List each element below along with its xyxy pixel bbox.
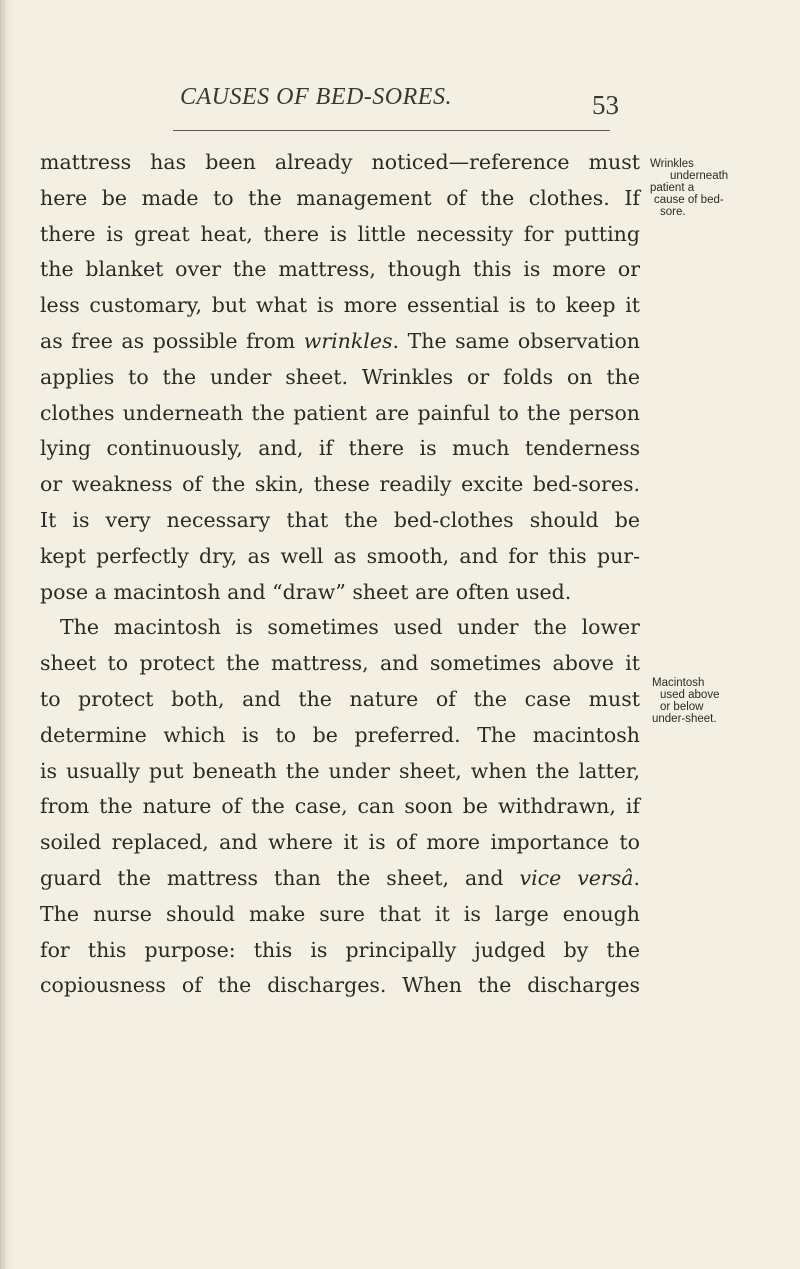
- text-segment: .: [633, 865, 640, 890]
- text-line: [40, 861, 640, 897]
- text-line: the blanket over the mattress, though this is more or: [40, 257, 640, 282]
- text-line: pose a macintosh and “draw” sheet are often used.: [40, 579, 572, 604]
- text-line: [40, 324, 640, 360]
- text-line: mattress has been already noticed—reference must: [40, 150, 640, 174]
- italic-phrase: vice versâ: [519, 865, 634, 890]
- body-text: [40, 145, 640, 1004]
- text-line: from the nature of the case, can soon be withdrawn, if: [40, 794, 640, 819]
- text-line: there is great heat, there is little necessity for putting: [40, 221, 640, 246]
- text-line: lying continuously, and, if there is much tenderness: [40, 436, 640, 461]
- margin-note-line: sore.: [660, 206, 686, 218]
- text-line: determine which is to be preferred. The macintosh: [40, 722, 640, 747]
- chapter-title: CAUSES OF BED-SORES.: [180, 84, 452, 110]
- margin-note-line: Macintosh: [652, 677, 705, 689]
- text-line: is usually put beneath the under sheet, when the latter,: [40, 758, 640, 783]
- margin-note-line: or below: [660, 701, 704, 713]
- margin-note-line: used above: [660, 689, 720, 701]
- header-rule: [173, 130, 610, 131]
- text-line: here be made to the management of the clothes. If: [40, 185, 640, 210]
- margin-note-line: Wrinkles: [650, 158, 694, 170]
- text-line: or weakness of the skin, these readily excite bed-sores.: [40, 472, 640, 497]
- running-head: [180, 84, 620, 120]
- text-line: clothes underneath the patient are painful to the person: [40, 400, 640, 425]
- page-binding-edge: [0, 0, 14, 1269]
- text-line: It is very necessary that the bed-clothes should be: [40, 507, 640, 532]
- text-segment: as free as possible from: [40, 328, 296, 353]
- text-line: soiled replaced, and where it is of more importance to: [40, 830, 640, 855]
- margin-note-line: cause of bed-: [654, 194, 724, 206]
- text-line: copiousness of the discharges. When the discharges: [40, 973, 640, 998]
- margin-note-wrinkles: [650, 158, 800, 218]
- text-line: sheet to protect the mattress, and sometimes above it: [40, 651, 640, 676]
- text-line: kept perfectly dry, as well as smooth, and for this pur-: [40, 543, 640, 568]
- text-line: The macintosh is sometimes used under the lower: [60, 615, 640, 640]
- text-line: less customary, but what is more essential is to keep it: [40, 293, 640, 318]
- text-segment: . The same observation: [392, 328, 640, 353]
- page-number: 53: [592, 90, 619, 120]
- text-line: for this purpose: this is principally judged by the: [40, 937, 640, 962]
- margin-note-line: under-sheet.: [652, 713, 717, 725]
- margin-note-macintosh: [650, 677, 800, 725]
- text-line: to protect both, and the nature of the case must: [40, 686, 640, 711]
- text-line: The nurse should make sure that it is large enough: [40, 901, 640, 926]
- italic-word: wrinkles: [303, 328, 393, 353]
- text-line: applies to the under sheet. Wrinkles or folds on the: [40, 364, 640, 389]
- margin-note-line: underneath: [670, 170, 729, 182]
- text-segment: guard the mattress than the sheet, and: [40, 865, 504, 890]
- margin-note-line: patient a: [650, 182, 695, 194]
